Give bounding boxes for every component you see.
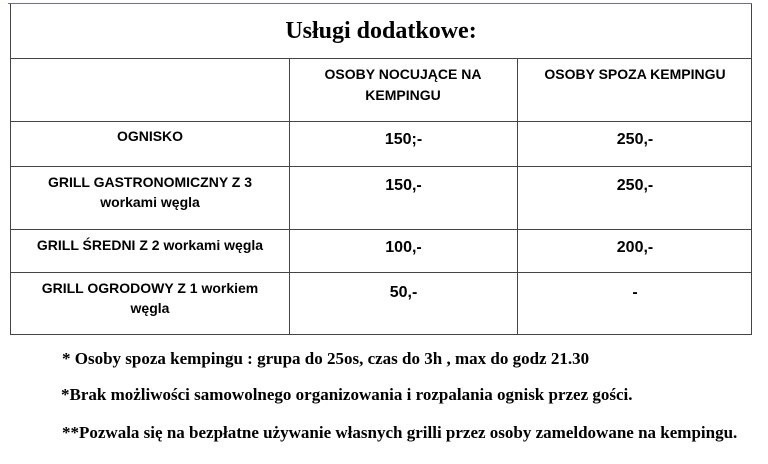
table-row-service: GRILL GASTRONOMICZNY Z 3 workami węgla <box>47 174 253 210</box>
table-header-outsiders: OSOBY SPOZA KEMPINGU <box>544 66 726 82</box>
table-row-guests-price: 150;- <box>384 131 423 148</box>
footnote-own-grills: **Pozwala się na bezpłatne używanie własnych grilli przez osoby zameldowane na kempingu. <box>62 423 738 442</box>
footnote-no-bonfires: *Brak możliwości samowolnego organizowania i rozpalania ognisk przez gości. <box>61 385 633 404</box>
table-row-service: GRILL OGRODOWY Z 1 workiem węgla <box>41 280 259 316</box>
table-row-guests-price: 150,- <box>385 177 422 194</box>
table-row-guests-price: 100,- <box>385 239 422 256</box>
table-row-service: GRILL ŚREDNI Z 2 workami węgla <box>36 237 264 253</box>
table-header-guests: OSOBY NOCUJĄCE NA KEMPINGU <box>324 66 482 103</box>
table-divider <box>10 166 752 167</box>
table-row-outsiders-price: 250,- <box>616 131 654 148</box>
table-divider <box>10 58 752 59</box>
table-divider <box>10 229 752 230</box>
table-divider <box>10 272 752 273</box>
table-row-outsiders-price: 250,- <box>616 177 654 194</box>
footnote-outsiders-hours: * Osoby spoza kempingu : grupa do 25os, czas do 3h , max do godz 21.30 <box>62 349 590 368</box>
table-row-service: OGNISKO <box>116 128 184 144</box>
table-row-outsiders-price: 200,- <box>616 239 654 256</box>
table-divider <box>10 121 752 122</box>
table-row-outsiders-price: - <box>632 284 638 301</box>
page-title: Usługi dodatkowe: <box>285 18 477 44</box>
table-row-guests-price: 50,- <box>389 284 418 301</box>
